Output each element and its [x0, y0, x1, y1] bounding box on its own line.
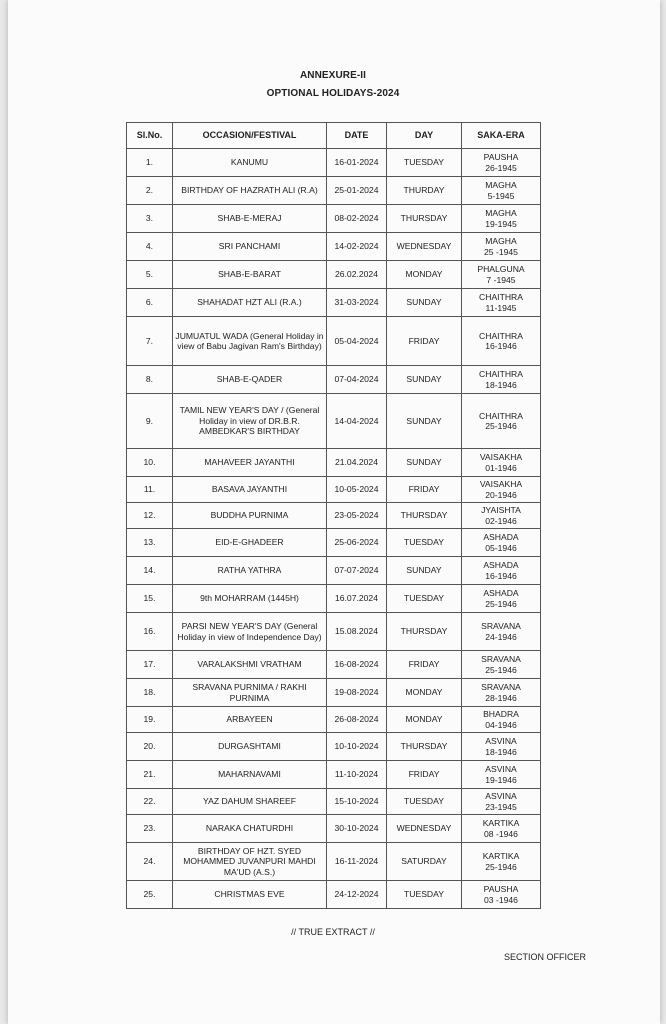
- table-row: [127, 733, 541, 761]
- cell-slno: 18.: [127, 679, 173, 707]
- cell-occasion: BASAVA JAYANTHI: [173, 477, 327, 503]
- column-header-slno: Sl.No.: [127, 123, 173, 149]
- cell-occasion: TAMIL NEW YEAR'S DAY / (General Holiday in view of DR.B.R. AMBEDKAR'S BIRTHDAY: [173, 394, 327, 449]
- cell-date: 23-05-2024: [327, 503, 387, 529]
- cell-occasion: SHAB-E-BARAT: [173, 261, 327, 289]
- cell-day: SUNDAY: [387, 394, 462, 449]
- table-row: [127, 585, 541, 613]
- cell-slno: 15.: [127, 585, 173, 613]
- cell-date: 08-02-2024: [327, 205, 387, 233]
- table-row: [127, 529, 541, 557]
- cell-date: 25-01-2024: [327, 177, 387, 205]
- page-title: OPTIONAL HOLIDAYS-2024: [266, 88, 400, 99]
- cell-day: SUNDAY: [387, 366, 462, 394]
- cell-day: FRIDAY: [387, 317, 462, 366]
- cell-date: 05-04-2024: [327, 317, 387, 366]
- cell-day: SUNDAY: [387, 289, 462, 317]
- cell-occasion: BIRTHDAY OF HZT. SYED MOHAMMED JUVANPURI MAHDI MA'UD (A.S.): [173, 843, 327, 881]
- cell-saka-era: SRAVANA 24-1946: [462, 613, 541, 651]
- cell-occasion: CHRISTMAS EVE: [173, 881, 327, 909]
- cell-day: SUNDAY: [387, 557, 462, 585]
- cell-date: 07-07-2024: [327, 557, 387, 585]
- cell-saka-era: CHAITHRA 18-1946: [462, 366, 541, 394]
- cell-slno: 20.: [127, 733, 173, 761]
- cell-slno: 22.: [127, 789, 173, 815]
- cell-day: MONDAY: [387, 707, 462, 733]
- cell-day: WEDNESDAY: [387, 815, 462, 843]
- cell-day: FRIDAY: [387, 477, 462, 503]
- cell-date: 21.04.2024: [327, 449, 387, 477]
- cell-day: MONDAY: [387, 679, 462, 707]
- cell-day: TUESDAY: [387, 881, 462, 909]
- cell-occasion: PARSI NEW YEAR'S DAY (General Holiday in view of Independence Day): [173, 613, 327, 651]
- cell-saka-era: ASHADA 16-1946: [462, 557, 541, 585]
- cell-saka-era: SRAVANA 25-1946: [462, 651, 541, 679]
- cell-occasion: EID-E-GHADEER: [173, 529, 327, 557]
- cell-date: 16.07.2024: [327, 585, 387, 613]
- table-row: [127, 557, 541, 585]
- table-row: [127, 679, 541, 707]
- cell-slno: 6.: [127, 289, 173, 317]
- cell-date: 26.02.2024: [327, 261, 387, 289]
- column-header-date: DATE: [327, 123, 387, 149]
- cell-slno: 1.: [127, 149, 173, 177]
- cell-date: 25-06-2024: [327, 529, 387, 557]
- holidays-table: [126, 122, 541, 909]
- cell-date: 16-08-2024: [327, 651, 387, 679]
- cell-slno: 8.: [127, 366, 173, 394]
- cell-occasion: JUMUATUL WADA (General Holiday in view of Babu Jagivan Ram's Birthday): [173, 317, 327, 366]
- table-row: [127, 149, 541, 177]
- cell-day: THURSDAY: [387, 733, 462, 761]
- cell-saka-era: ASHADA 25-1946: [462, 585, 541, 613]
- cell-day: THURSDAY: [387, 503, 462, 529]
- cell-date: 11-10-2024: [327, 761, 387, 789]
- cell-saka-era: VAISAKHA 20-1946: [462, 477, 541, 503]
- cell-date: 07-04-2024: [327, 366, 387, 394]
- cell-occasion: BUDDHA PURNIMA: [173, 503, 327, 529]
- cell-date: 15.08.2024: [327, 613, 387, 651]
- table-row: [127, 761, 541, 789]
- cell-slno: 3.: [127, 205, 173, 233]
- table-row: [127, 651, 541, 679]
- cell-date: 15-10-2024: [327, 789, 387, 815]
- table-row: [127, 477, 541, 503]
- cell-date: 26-08-2024: [327, 707, 387, 733]
- cell-slno: 24.: [127, 843, 173, 881]
- cell-day: SATURDAY: [387, 843, 462, 881]
- cell-saka-era: CHAITHRA 25-1946: [462, 394, 541, 449]
- cell-occasion: SHAB-E-MERAJ: [173, 205, 327, 233]
- cell-day: THURSDAY: [387, 205, 462, 233]
- cell-slno: 5.: [127, 261, 173, 289]
- table-row: [127, 317, 541, 366]
- cell-date: 19-08-2024: [327, 679, 387, 707]
- cell-slno: 16.: [127, 613, 173, 651]
- cell-day: SUNDAY: [387, 449, 462, 477]
- cell-slno: 7.: [127, 317, 173, 366]
- table-body: [127, 149, 541, 909]
- cell-saka-era: VAISAKHA 01-1946: [462, 449, 541, 477]
- table-row: [127, 394, 541, 449]
- cell-date: 16-01-2024: [327, 149, 387, 177]
- cell-occasion: 9th MOHARRAM (1445H): [173, 585, 327, 613]
- cell-saka-era: PAUSHA 03 -1946: [462, 881, 541, 909]
- cell-date: 14-04-2024: [327, 394, 387, 449]
- cell-day: TUESDAY: [387, 789, 462, 815]
- cell-day: TUESDAY: [387, 149, 462, 177]
- cell-occasion: MAHAVEER JAYANTHI: [173, 449, 327, 477]
- true-extract-note: // TRUE EXTRACT //: [291, 927, 375, 937]
- table-header-row: [127, 123, 541, 149]
- cell-saka-era: BHADRA 04-1946: [462, 707, 541, 733]
- cell-occasion: RATHA YATHRA: [173, 557, 327, 585]
- cell-occasion: SHAB-E-QADER: [173, 366, 327, 394]
- cell-slno: 12.: [127, 503, 173, 529]
- cell-day: TUESDAY: [387, 585, 462, 613]
- table-row: [127, 881, 541, 909]
- cell-day: THURSDAY: [387, 613, 462, 651]
- cell-slno: 2.: [127, 177, 173, 205]
- table-row: [127, 449, 541, 477]
- cell-saka-era: PHALGUNA 7 -1945: [462, 261, 541, 289]
- cell-saka-era: ASVINA 19-1946: [462, 761, 541, 789]
- table-row: [127, 177, 541, 205]
- cell-saka-era: KARTIKA 25-1946: [462, 843, 541, 881]
- table-row: [127, 233, 541, 261]
- cell-saka-era: CHAITHRA 16-1946: [462, 317, 541, 366]
- cell-slno: 9.: [127, 394, 173, 449]
- table-row: [127, 707, 541, 733]
- cell-slno: 19.: [127, 707, 173, 733]
- cell-saka-era: MAGHA 19-1945: [462, 205, 541, 233]
- cell-occasion: KANUMU: [173, 149, 327, 177]
- cell-day: FRIDAY: [387, 761, 462, 789]
- cell-date: 14-02-2024: [327, 233, 387, 261]
- column-header-saka: SAKA-ERA: [462, 123, 541, 149]
- table-row: [127, 843, 541, 881]
- cell-slno: 14.: [127, 557, 173, 585]
- cell-slno: 4.: [127, 233, 173, 261]
- cell-day: FRIDAY: [387, 651, 462, 679]
- table-row: [127, 261, 541, 289]
- cell-saka-era: SRAVANA 28-1946: [462, 679, 541, 707]
- column-header-day: DAY: [387, 123, 462, 149]
- column-header-occasion: OCCASION/FESTIVAL: [173, 123, 327, 149]
- cell-date: 16-11-2024: [327, 843, 387, 881]
- cell-saka-era: JYAISHTA 02-1946: [462, 503, 541, 529]
- cell-day: THURDAY: [387, 177, 462, 205]
- cell-saka-era: MAGHA 25 -1945: [462, 233, 541, 261]
- table-row: [127, 815, 541, 843]
- cell-occasion: YAZ DAHUM SHAREEF: [173, 789, 327, 815]
- cell-slno: 10.: [127, 449, 173, 477]
- cell-date: 10-10-2024: [327, 733, 387, 761]
- cell-slno: 13.: [127, 529, 173, 557]
- table-row: [127, 613, 541, 651]
- cell-day: TUESDAY: [387, 529, 462, 557]
- cell-occasion: MAHARNAVAMI: [173, 761, 327, 789]
- table-row: [127, 366, 541, 394]
- cell-date: 31-03-2024: [327, 289, 387, 317]
- cell-occasion: SRAVANA PURNIMA / RAKHI PURNIMA: [173, 679, 327, 707]
- cell-saka-era: PAUSHA 26-1945: [462, 149, 541, 177]
- cell-slno: 11.: [127, 477, 173, 503]
- cell-occasion: BIRTHDAY OF HAZRATH ALI (R.A): [173, 177, 327, 205]
- cell-occasion: DURGASHTAMI: [173, 733, 327, 761]
- cell-slno: 25.: [127, 881, 173, 909]
- table-row: [127, 289, 541, 317]
- cell-date: 10-05-2024: [327, 477, 387, 503]
- cell-saka-era: KARTIKA 08 -1946: [462, 815, 541, 843]
- cell-day: WEDNESDAY: [387, 233, 462, 261]
- table-row: [127, 205, 541, 233]
- cell-day: MONDAY: [387, 261, 462, 289]
- cell-date: 30-10-2024: [327, 815, 387, 843]
- cell-occasion: NARAKA CHATURDHI: [173, 815, 327, 843]
- cell-saka-era: ASVINA 23-1945: [462, 789, 541, 815]
- cell-occasion: VARALAKSHMI VRATHAM: [173, 651, 327, 679]
- cell-occasion: SRI PANCHAMI: [173, 233, 327, 261]
- cell-slno: 17.: [127, 651, 173, 679]
- cell-occasion: SHAHADAT HZT ALI (R.A.): [173, 289, 327, 317]
- cell-date: 24-12-2024: [327, 881, 387, 909]
- table-row: [127, 789, 541, 815]
- annexure-heading: ANNEXURE-II: [299, 70, 367, 81]
- section-officer-signature: SECTION OFFICER: [504, 952, 587, 962]
- cell-saka-era: CHAITHRA 11-1945: [462, 289, 541, 317]
- cell-saka-era: ASHADA 05-1946: [462, 529, 541, 557]
- cell-saka-era: ASVINA 18-1946: [462, 733, 541, 761]
- cell-slno: 23.: [127, 815, 173, 843]
- cell-saka-era: MAGHA 5-1945: [462, 177, 541, 205]
- table-row: [127, 503, 541, 529]
- cell-slno: 21.: [127, 761, 173, 789]
- cell-occasion: ARBAYEEN: [173, 707, 327, 733]
